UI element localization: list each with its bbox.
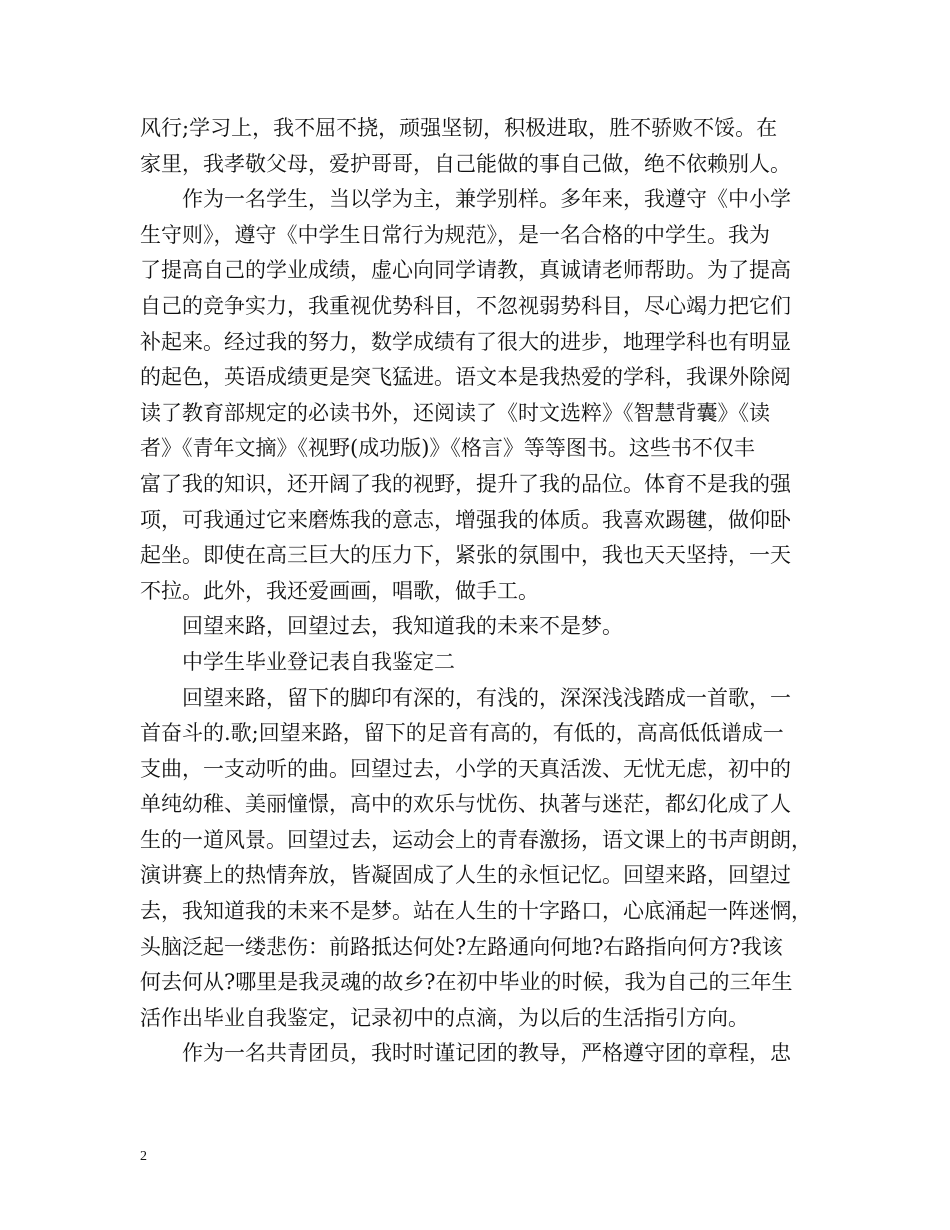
text-line: 补起来。经过我的努力，数学成绩有了很大的进步，地理学科也有明显	[140, 329, 791, 354]
paragraph-first-line: 回望来路，回望过去，我知道我的未来不是梦。	[182, 614, 623, 639]
text-line: 起坐。即使在高三巨大的压力下，紧张的氛围中，我也天天坚持，一天	[140, 543, 791, 568]
text-line: 何去何从?哪里是我灵魂的故乡?在初中毕业的时候，我为自己的三年生	[140, 970, 793, 995]
paragraph-first-line: 作为一名共青团员，我时时谨记团的教导，严格遵守团的章程，忠	[182, 1041, 791, 1066]
paragraph-first-line: 回望来路，留下的脚印有深的，有浅的，深深浅浅踏成一首歌，一	[182, 685, 791, 710]
text-line: 生的一道风景。回望过去，运动会上的青春激扬，语文课上的书声朗朗，	[140, 827, 812, 852]
text-line: 单纯幼稚、美丽憧憬，高中的欢乐与忧伤、执著与迷茫，都幻化成了人	[140, 792, 791, 817]
text-line: 风行;学习上，我不屈不挠，顽强坚韧，积极进取，胜不骄败不馁。在	[140, 116, 778, 140]
page-number: 2	[140, 1149, 147, 1164]
document-body	[140, 111, 820, 1072]
text-line: 首奋斗的.歌;回望来路，留下的足音有高的，有低的，高高低低谱成一	[140, 721, 784, 746]
text-line: 支曲，一支动听的曲。回望过去，小学的天真活泼、无忧无虑，初中的	[140, 756, 791, 781]
text-line: 去，我知道我的未来不是梦。站在人生的十字路口，心底涌起一阵迷惘，	[140, 899, 812, 924]
paragraph-first-line: 中学生毕业登记表自我鉴定二	[182, 649, 455, 674]
text-line: 不拉。此外，我还爱画画，唱歌，做手工。	[140, 578, 539, 603]
text-line: 头脑泛起一缕悲伤：前路抵达何处?左路通向何地?右路指向何方?我该	[140, 934, 783, 959]
text-line: 演讲赛上的热情奔放，皆凝固成了人生的永恒记忆。回望来路，回望过	[140, 863, 791, 888]
text-line: 读了教育部规定的必读书外，还阅读了《时文选粹》《智慧背囊》《读	[140, 400, 770, 425]
text-line: 活作出毕业自我鉴定，记录初中的点滴，为以后的生活指引方向。	[140, 1005, 749, 1030]
text-line: 项，可我通过它来磨炼我的意志，增强我的体质。我喜欢踢毽，做仰卧	[140, 507, 791, 532]
text-line: 家里，我孝敬父母，爱护哥哥，自己能做的事自己做，绝不依赖别人。	[140, 151, 791, 176]
text-line: 的起色，英语成绩更是突飞猛进。语文本是我热爱的学科，我课外除阅	[140, 365, 791, 390]
text-line: 自己的竞争实力，我重视优势科目，不忽视弱势科目，尽心竭力把它们	[140, 293, 791, 318]
text-line: 富了我的知识，还开阔了我的视野，提升了我的品位。体育不是我的强	[140, 471, 791, 496]
paragraph-first-line: 作为一名学生，当以学为主，兼学别样。多年来，我遵守《中小学	[182, 187, 791, 212]
text-line: 生守则》，遵守《中学生日常行为规范》，是一名合格的中学生。我为	[140, 222, 770, 247]
text-line: 了提高自己的学业成绩，虚心向同学请教，真诚请老师帮助。为了提高	[140, 258, 791, 283]
text-line: 者》《青年文摘》《视野(成功版)》《格言》等等图书。这些书不仅丰	[140, 436, 755, 461]
